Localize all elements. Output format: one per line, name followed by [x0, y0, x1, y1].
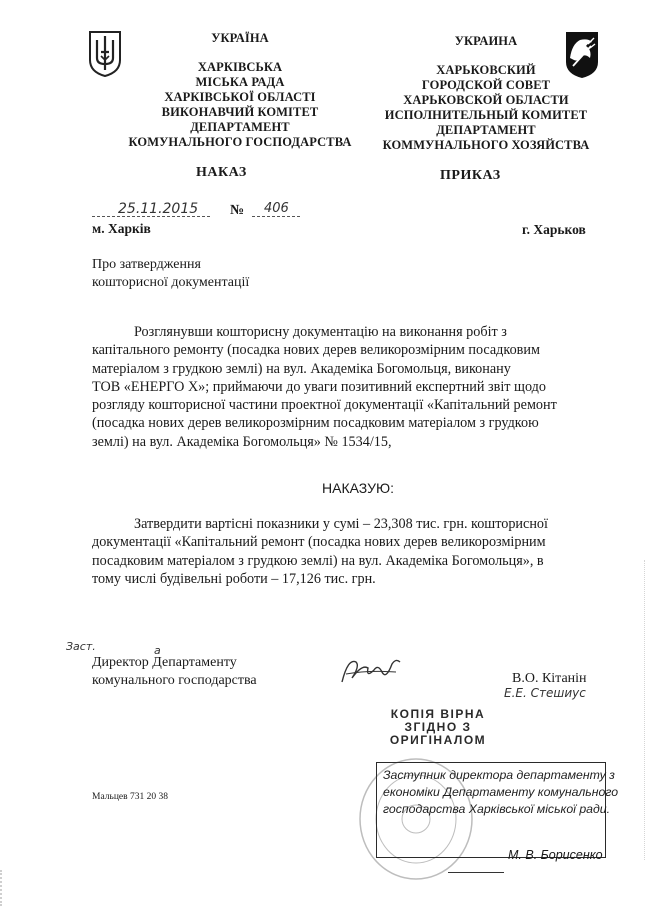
handwritten-letter: а [154, 644, 161, 657]
header-right-org-line: ХАРЬКОВСКИЙ [436, 63, 536, 77]
copy-stamp-line: ОРИГІНАЛОМ [389, 733, 487, 747]
subject-line: кошторисної документації [92, 275, 250, 290]
header-right-org-line: КОММУНАЛЬНОГО ХОЗЯЙСТВА [382, 138, 590, 152]
doc-number: 406 [264, 201, 289, 216]
doc-kind-right: ПРИКАЗ [440, 168, 501, 183]
scan-edge-mark [638, 560, 645, 860]
preamble-line: (посадка нових дерев великорозмірним посадковим матеріалом з грудкою [92, 415, 539, 432]
order-line: Затвердити вартісні показники у сумі – 23,308 тис. грн. кошторисної [134, 516, 548, 532]
executor-contact: Мальцев 731 20 38 [92, 792, 168, 802]
doc-number-label: № [230, 203, 245, 218]
header-right [366, 34, 606, 153]
order-paragraph [92, 515, 594, 588]
number-underline [252, 216, 300, 217]
certification-underline [448, 872, 504, 873]
header-left-org-line: МІСЬКА РАДА [195, 75, 285, 89]
preamble-line: Розглянувши кошторисну документацію на виконання робіт з [134, 324, 507, 340]
header-left-org-line: КОМУНАЛЬНОГО ГОСПОДАРСТВА [128, 135, 352, 149]
header-right-org-line: ГОРОДСКОЙ СОВЕТ [421, 78, 551, 92]
handwritten-deputy-note: Заст. [66, 640, 96, 653]
preamble-line: матеріалом з грудкою землі) на вул. Академіка Богомольця, виконану [92, 360, 511, 377]
doc-subject [92, 256, 352, 292]
order-line: документації «Капітальний ремонт (посадка нових дерев великорозмірним [92, 534, 546, 551]
certification-name: М. В. Борисенко [508, 848, 603, 862]
preamble-line: ТОВ «ЕНЕРГО Х»; приймаючи до уваги позитивний експертний звіт щодо [92, 378, 546, 395]
header-right-country: УКРАИНА [454, 34, 518, 48]
copy-stamp-line: КОПІЯ ВІРНА [390, 707, 486, 721]
subject-line: Про затвердження [92, 257, 201, 272]
copy-true-stamp [378, 708, 498, 747]
signer-title-line: комунального господарства [92, 673, 257, 688]
preamble-line: розгляду кошторисної частини проектної документації «Капітальний ремонт [92, 397, 557, 414]
header-left-org-line: ХАРКІВСЬКА [197, 60, 283, 74]
city-right: г. Харьков [522, 222, 586, 237]
signer-name: В.О. Кітанін [512, 671, 587, 686]
order-line: тому числі будівельні роботи – 17,126 тис. грн. [92, 570, 376, 587]
preamble-line: капітального ремонту (посадка нових дерев великорозмірним посадковим [92, 342, 540, 359]
trident-emblem-icon [88, 30, 122, 78]
certification-stamp [376, 762, 619, 858]
header-right-org-line: ИСПОЛНИТЕЛЬНЫЙ КОМИТЕТ [384, 108, 588, 122]
handwritten-signature-icon [338, 652, 404, 688]
header-left-org-line: ДЕПАРТАМЕНТ [190, 120, 290, 134]
preamble-line: землі) на вул. Академіка Богомольця» № 1534/15, [92, 433, 392, 450]
order-line: посадковим матеріалом з грудкою землі) на вул. Академіка Богомольця», в [92, 552, 544, 569]
header-right-org-line: ХАРЬКОВСКОЙ ОБЛАСТИ [403, 93, 569, 107]
preamble-paragraph [92, 323, 594, 451]
header-right-org-line: ДЕПАРТАМЕНТ [436, 123, 536, 137]
header-left-org-line: ХАРКІВСЬКОЇ ОБЛАСТІ [164, 90, 316, 104]
header-left-country: УКРАЇНА [211, 31, 269, 45]
signer-title-line: Директор Департаменту [92, 655, 237, 670]
certification-line: господарства Харківської міської ради. [383, 802, 611, 816]
doc-date: 25.11.2015 [118, 201, 199, 217]
handwritten-name: Е.Е. Стешиус [504, 686, 586, 700]
header-left-org-line: ВИКОНАВЧИЙ КОМІТЕТ [161, 105, 319, 119]
header-left [120, 31, 360, 150]
certification-line: економіки Департаменту комунального [383, 785, 619, 799]
order-word: НАКАЗУЮ: [322, 480, 395, 496]
scan-edge-mark [0, 870, 10, 906]
city-left: м. Харків [92, 221, 151, 236]
copy-stamp-line: ЗГІДНО З [404, 720, 472, 734]
doc-kind-left: НАКАЗ [196, 165, 247, 180]
certification-line: Заступник директора департаменту з [383, 768, 615, 782]
signer-title [92, 654, 257, 690]
